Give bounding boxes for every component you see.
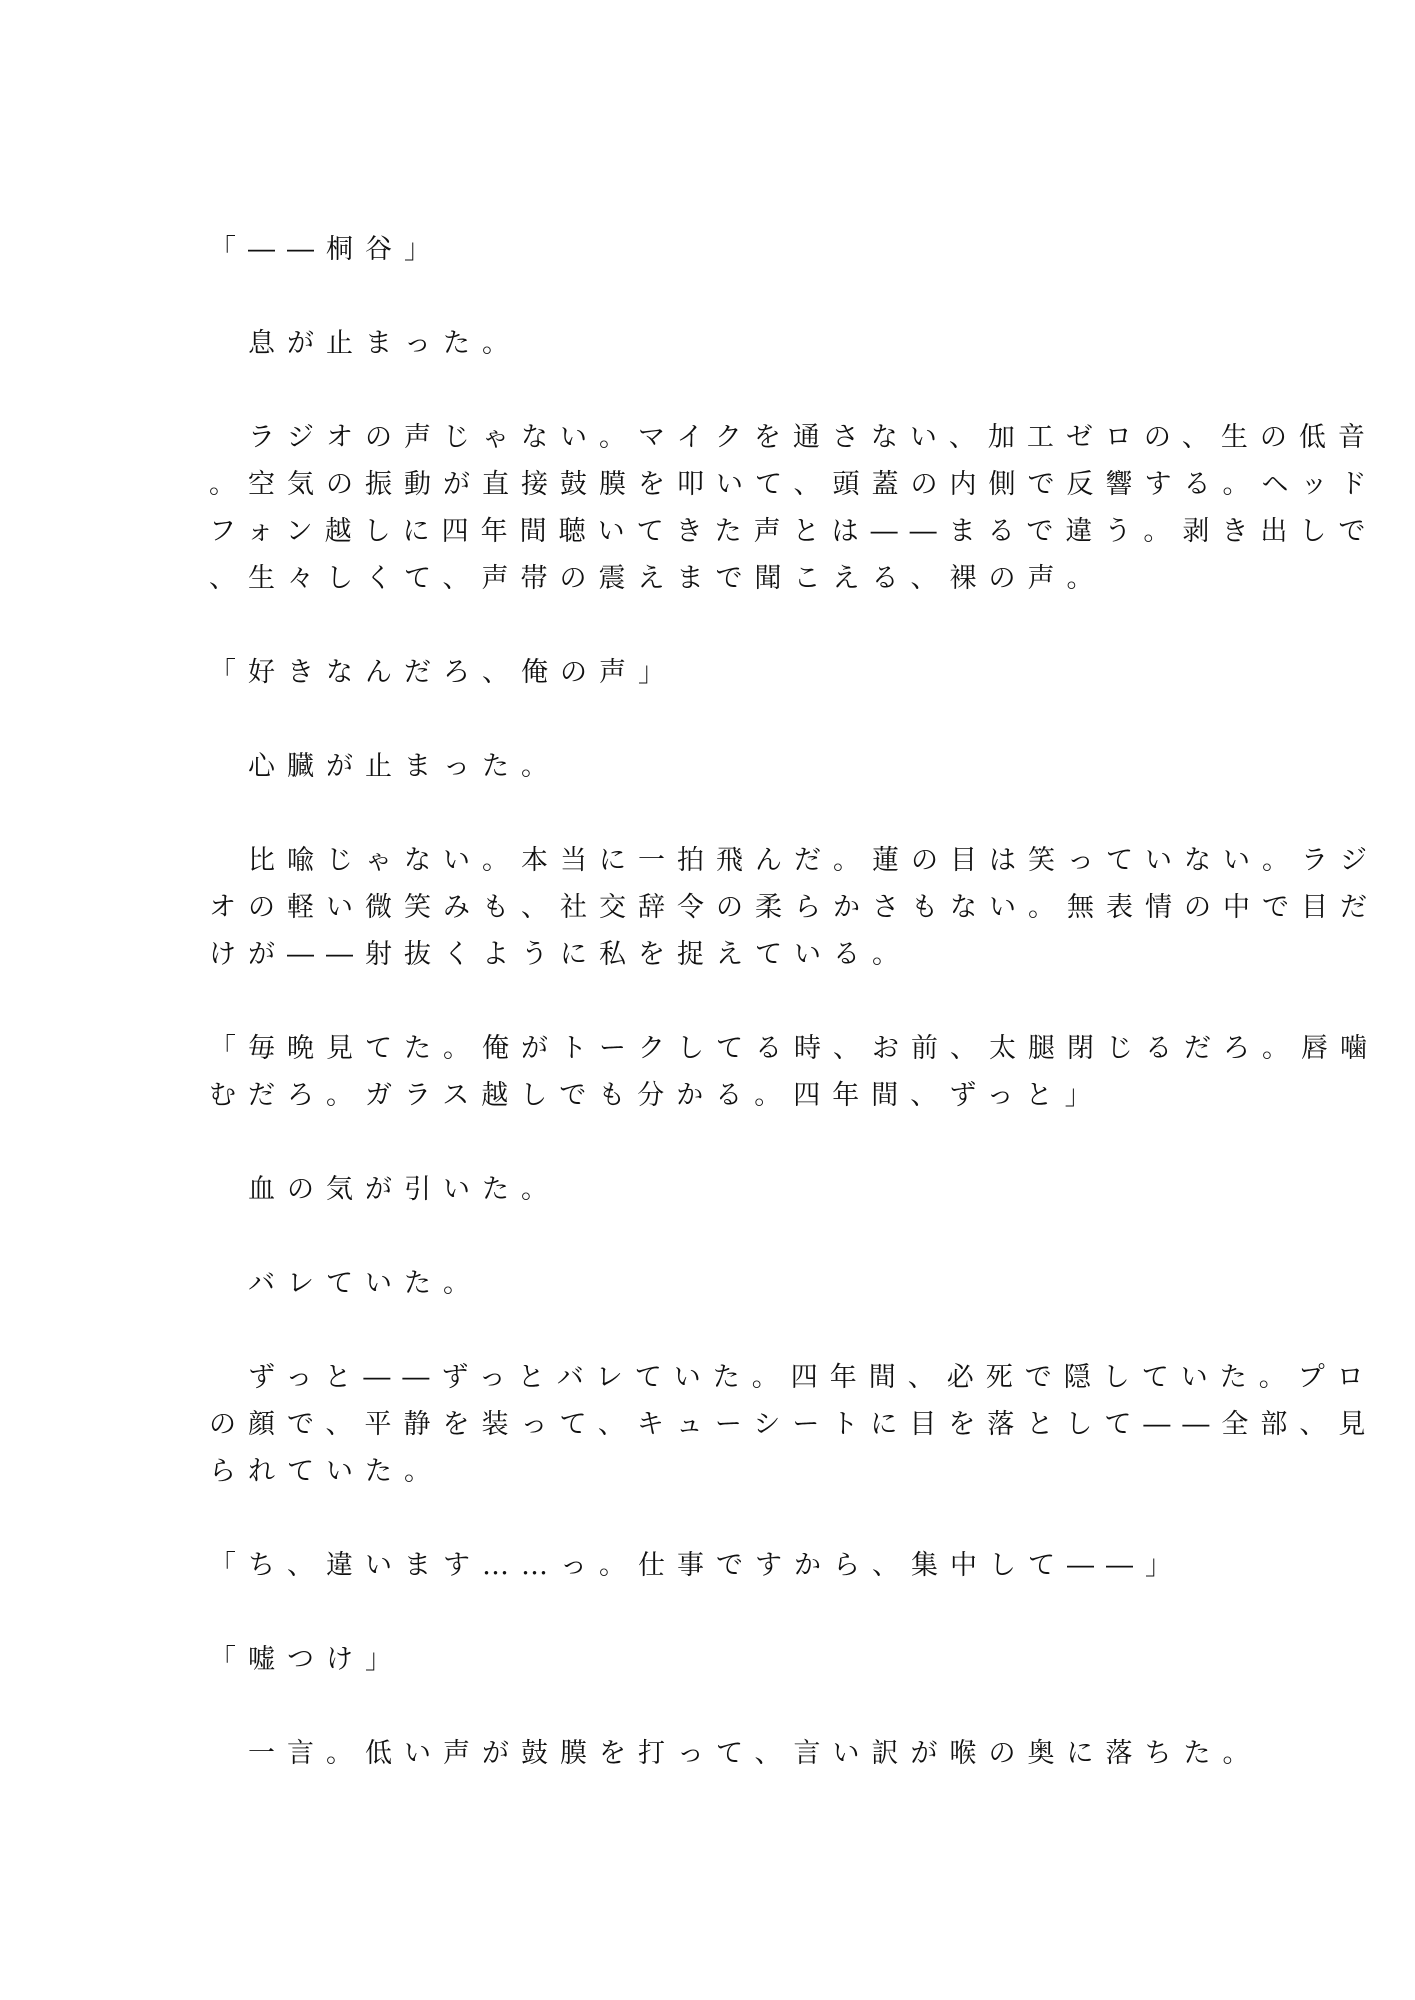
text-line: 、生々しくて、声帯の震えまで聞こえる、裸の声。 bbox=[209, 563, 1106, 594]
text-line: 血の気が引いた。 bbox=[209, 1174, 560, 1205]
text-line bbox=[209, 1683, 1209, 1730]
text-line: 。空気の振動が直接鼓膜を叩いて、頭蓋の内側で反響する。ヘッド bbox=[209, 469, 1379, 500]
text-line bbox=[209, 790, 1209, 837]
text-line bbox=[209, 978, 1209, 1025]
text-line: 「ち、違います……っ。仕事ですから、集中して――」 bbox=[209, 1550, 1184, 1581]
text-line bbox=[209, 1119, 1209, 1166]
text-line: フォン越しに四年間聴いてきた声とは――まるで違う。剥き出しで bbox=[209, 516, 1378, 547]
text-line: ずっと――ずっとバレていた。四年間、必死で隠していた。プロ bbox=[209, 1362, 1376, 1393]
text-line: 「毎晩見てた。俺がトークしてる時、お前、太腿閉じるだろ。唇噛 bbox=[209, 1033, 1379, 1064]
text-line bbox=[209, 696, 1209, 743]
text-line: 「嘘つけ」 bbox=[209, 1644, 404, 1675]
text-line: 心臓が止まった。 bbox=[209, 751, 560, 782]
text-line: 「好きなんだろ、俺の声」 bbox=[209, 657, 677, 688]
text-line: 息が止まった。 bbox=[209, 328, 521, 359]
text-line bbox=[209, 1495, 1209, 1542]
text-line bbox=[209, 1213, 1209, 1260]
text-line: むだろ。ガラス越しでも分かる。四年間、ずっと」 bbox=[209, 1080, 1104, 1111]
text-line: バレていた。 bbox=[209, 1268, 482, 1299]
text-line: 「――桐谷」 bbox=[209, 234, 443, 265]
body-text bbox=[209, 226, 1379, 1777]
text-line bbox=[209, 367, 1209, 414]
text-line bbox=[209, 273, 1209, 320]
text-line: オの軽い微笑みも、社交辞令の柔らかさもない。無表情の中で目だ bbox=[209, 892, 1379, 923]
text-line bbox=[209, 1589, 1209, 1636]
text-line: 一言。低い声が鼓膜を打って、言い訳が喉の奥に落ちた。 bbox=[209, 1738, 1262, 1769]
text-line: ラジオの声じゃない。マイクを通さない、加工ゼロの、生の低音 bbox=[209, 422, 1377, 453]
text-line bbox=[209, 602, 1209, 649]
text-line: 比喩じゃない。本当に一拍飛んだ。蓮の目は笑っていない。ラジ bbox=[209, 845, 1379, 876]
text-line: られていた。 bbox=[209, 1456, 443, 1487]
text-line: の顔で、平静を装って、キューシートに目を落として――全部、見 bbox=[209, 1409, 1378, 1440]
text-line: けが――射抜くように私を捉えている。 bbox=[209, 939, 911, 970]
text-line bbox=[209, 1307, 1209, 1354]
